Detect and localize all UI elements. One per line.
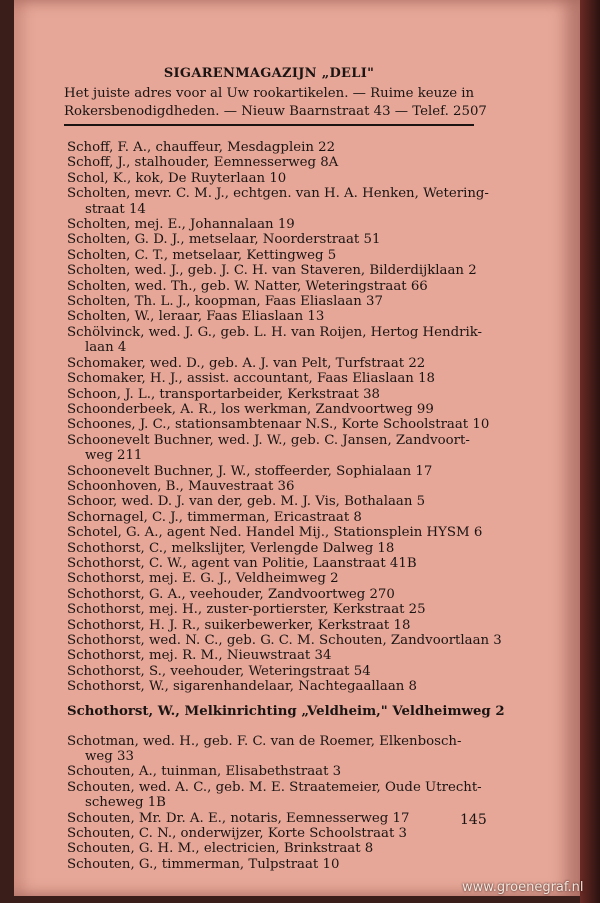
entry-text: Schothorst, W., sigarenhandelaar, Nachtegaallaan 8 [67, 679, 417, 695]
list-item [67, 633, 502, 648]
ad-divider [64, 124, 474, 126]
entry-text: Schoonhoven, B., Mauvestraat 36 [67, 478, 295, 494]
entry-text: Schoonderbeek, A. R., los werkman, Zandvoortweg 99 [67, 401, 434, 417]
entry-text: Schouten, wed. A. C., geb. M. E. Straatemeier, Oude Utrecht- [67, 779, 482, 795]
page-number: 145 [460, 812, 487, 828]
entry-text: Schothorst, mej. H., zuster-portierster, Kerkstraat 25 [67, 602, 426, 618]
ad-line-2: Rokersbenodigdheden. — Nieuw Baarnstraat 43 — Telef. 2507 [64, 104, 487, 119]
list-item [67, 525, 483, 540]
entry-text: Schoor, wed. D. J. van der, geb. M. J. Vis, Bothalaan 5 [67, 494, 426, 510]
list-item [67, 494, 483, 509]
book-spine [580, 0, 600, 903]
list-item [67, 140, 483, 155]
list-item [67, 541, 483, 556]
entry-text: Schölvinck, wed. J. G., geb. L. H. van Roijen, Hertog Hendrik- [67, 324, 483, 340]
entry-text: Schornagel, C. J., timmerman, Ericastraat 8 [67, 509, 362, 525]
list-item [67, 402, 483, 417]
entry-text: Scholten, W., leraar, Faas Eliaslaan 13 [67, 309, 325, 325]
list-item [67, 371, 483, 386]
entry-text: Scholten, wed. J., geb. J. C. H. van Staveren, Bilderdijklaan 2 [67, 263, 477, 279]
entry-text: Schomaker, wed. D., geb. A. J. van Pelt, Turfstraat 22 [67, 355, 426, 371]
entry-text: Schouten, Mr. Dr. A. E., notaris, Eemnesserweg 17 [67, 810, 410, 826]
ad-line-1: Het juiste adres voor al Uw rookartikelen. — Ruime keuze in [64, 86, 475, 101]
list-item [67, 679, 483, 694]
entry-text: Schoff, F. A., chauffeur, Mesdagplein 22 [67, 140, 336, 155]
entry-text: Schothorst, C. W., agent van Politie, Laanstraat 41B [67, 555, 417, 571]
list-item [67, 841, 483, 856]
list-item [67, 510, 483, 525]
list-item [67, 479, 483, 494]
entry-text: Schothorst, H. J. R., suikerbewerker, Kerkstraat 18 [67, 617, 411, 633]
list-item [67, 764, 483, 779]
watermark: www.groenegraf.nl [462, 880, 584, 895]
entry-text: Schotel, G. A., agent Ned. Handel Mij., Stationsplein HYSM 6 [67, 525, 483, 541]
list-item [67, 294, 483, 309]
entry-text: Schoones, J. C., stationsambtenaar N.S., Korte Schoolstraat 10 [67, 417, 490, 433]
list-item [67, 263, 483, 278]
entry-list-b [67, 734, 483, 873]
list-item [67, 664, 483, 679]
list-item [67, 734, 483, 765]
entry-text: Schomaker, H. J., assist. accountant, Faas Eliaslaan 18 [67, 371, 436, 387]
entry-continuation: scheweg 1B [85, 795, 166, 811]
entry-text: Schol, K., kok, De Ruyterlaan 10 [67, 170, 287, 186]
list-item [67, 556, 483, 571]
list-item [67, 155, 483, 170]
entry-continuation: laan 4 [85, 340, 127, 356]
entry-text: Schothorst, mej. R. M., Nieuwstraat 34 [67, 648, 332, 664]
entry-text: Scholten, wed. Th., geb. W. Natter, Weteringstraat 66 [67, 278, 428, 294]
list-item [67, 417, 490, 433]
entry-text: Schothorst, wed. N. C., geb. G. C. M. Schouten, Zandvoortlaan 3 [67, 633, 502, 648]
entry-text: Schothorst, C., melkslijter, Verlengde Dalweg 18 [67, 540, 395, 556]
entry-text: Schoon, J. L., transportarbeider, Kerkstraat 38 [67, 386, 381, 402]
entry-text: Scholten, mevr. C. M. J., echtgen. van H. A. Henken, Wetering- [67, 186, 489, 202]
list-item [67, 325, 483, 356]
list-item [67, 826, 483, 841]
entry-list-a [67, 140, 502, 695]
list-item [67, 602, 483, 617]
list-item [67, 587, 483, 602]
entry-text: Schoff, J., stalhouder, Eemnesserweg 8A [67, 155, 339, 171]
list-item [67, 309, 483, 324]
entry-text: Schouten, G., timmerman, Tulpstraat 10 [67, 856, 340, 872]
entry-text: Schouten, G. H. M., electricien, Brinkstraat 8 [67, 841, 374, 857]
list-item [67, 811, 483, 826]
entry-continuation: weg 211 [85, 448, 143, 464]
directory-entries [67, 140, 505, 872]
entry-text: Scholten, Th. L. J., koopman, Faas Eliaslaan 37 [67, 294, 383, 310]
list-item [67, 618, 483, 633]
entry-text: Scholten, C. T., metselaar, Kettingweg 5 [67, 247, 337, 263]
bold-entry: Schothorst, W., Melkinrichting „Veldheim," Veldheimweg 2 [67, 703, 505, 719]
entry-continuation: weg 33 [85, 749, 134, 765]
list-item [67, 571, 483, 586]
entry-text: Schotman, wed. H., geb. F. C. van de Roemer, Elkenbosch- [67, 733, 462, 749]
entry-text: Scholten, G. D. J., metselaar, Noorderstraat 51 [67, 232, 381, 248]
list-item [67, 356, 483, 371]
list-item [67, 464, 483, 479]
list-item [67, 171, 483, 186]
entry-text: Schoonevelt Buchner, wed. J. W., geb. C. Jansen, Zandvoort- [67, 432, 470, 448]
list-item [67, 186, 489, 217]
entry-text: Schothorst, mej. E. G. J., Veldheimweg 2 [67, 571, 339, 587]
list-item [67, 857, 483, 872]
advertisement [64, 66, 487, 126]
list-item [67, 279, 483, 294]
ad-title: SIGARENMAGAZIJN „DELI" [163, 66, 375, 81]
list-item [67, 232, 483, 247]
entry-text: Schothorst, S., veehouder, Weteringstraat 54 [67, 663, 371, 679]
entry-continuation: straat 14 [85, 201, 146, 217]
entry-text: Schouten, A., tuinman, Elisabethstraat 3 [67, 764, 342, 780]
list-item [67, 387, 483, 402]
entry-text: Schouten, C. N., onderwijzer, Korte Schoolstraat 3 [67, 826, 407, 842]
list-item [67, 433, 483, 464]
list-item [67, 217, 483, 232]
entry-text: Schothorst, G. A., veehouder, Zandvoortweg 270 [67, 586, 395, 602]
list-item [67, 248, 483, 263]
entry-text: Scholten, mej. E., Johannalaan 19 [67, 217, 295, 233]
list-item [67, 648, 483, 663]
list-item [67, 780, 483, 811]
entry-text: Schoonevelt Buchner, J. W., stoffeerder, Sophialaan 17 [67, 463, 433, 479]
